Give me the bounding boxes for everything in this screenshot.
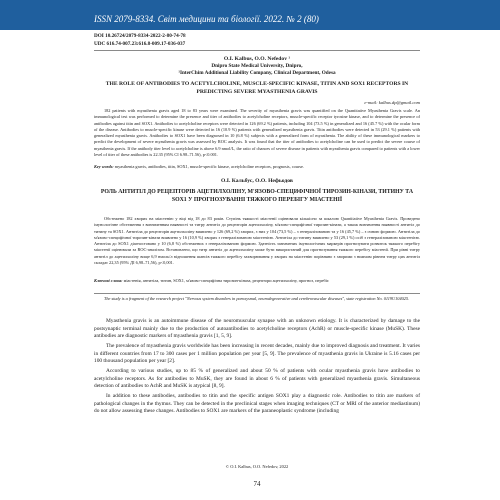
copyright-line: © O.I. Kalbus, O.O. Nefedov, 2022 (225, 464, 289, 469)
research-note: The study is a fragment of the research project "Nervous system disorders in paroxysmal, neurodegenerative and cerebrovascular diseases", state registration No. 0119U104025. (104, 296, 410, 301)
divider (94, 50, 420, 51)
divider-note (94, 293, 420, 294)
udc-line: UDC 616.74-007.23:616.8-009.17-036-037 (94, 40, 186, 47)
abstract-en: 182 patients with myasthenia gravis aged 18 to 83 years were examined. The severity of myasthenia gravis was quantified on the Quantitative Myasthenia Gravis scale. An immunological test was performed to determine the presence and titer of antibodies to acetylcholine receptors, muscle-specific receptor tyrosine kinase, and to determine the presence of antibodies against titin and SOX1. Antibodies to acetylcholine receptors were detected in 126 (69.2 %) patients, including 104 (73.5 %) in generalized and 16 (45.7 %) with the ocular form of the disease. Antibodies to muscle-specific kinase were detected in 16 (10.9 %) patients with generalized myasthenia gravis. Titin antibodies were detected in 53 (29.1 %) patients with generalized myasthenia gravis. Antibodies to SOX1 have been diagnosed in 10 (6.8 %) subjects with a generalized form of myasthenia. The ability of these immunological markers to predict the development of severe myasthenia gravis was assessed by ROC analysis. It was found that the titer of antibodies to acetylcholine can be used to predict the severe course of myasthenia gravis. If the antibody titer level to acetylcholine is above 6.9 nmol/L, the ratio of chances of severe disease in patients with myasthenia gravis compared to patients with a lower level of titer of these antibodies is 22.35 (95% CI 6.98–71.56), p<0.001. (94, 108, 420, 158)
affiliation-2: ¹InterChim Additional Liability Company, Clinical Department, Odesa (178, 70, 336, 76)
page-number: 74 (253, 480, 261, 488)
affiliation-1: Dnipro State Medical University, Dnipro, (211, 63, 303, 69)
keywords-label-ua: Ключові слова: (94, 278, 123, 283)
article-title-en: THE ROLE OF ANTIBODIES TO ACETYLCHOLINE, MUSCLE-SPECIFIC KINASE, TITIN AND SOX1 RECEPTORS IN PREDICTING SEVERE MYASTHENIA GRAVIS (105, 81, 409, 95)
body-paragraph: The prevalence of myasthenia gravis worldwide has been increasing in recent decades, mainly due to improved diagnosis and treatment. It varies in different countries from 17 to 300 cases per 1 million population per year [5, 9]. The prevalence of myasthenia gravis in Ukraine is 5.16 cases per 100 thousand population per year [2]. (94, 343, 420, 364)
article-body (94, 318, 420, 418)
keywords-text-ua: міастенія, антитіла, титин, SOX1, м'язово-специфічна тирозин-кіназа, рецептори ацетилхоліну, прогноз, перебіг. (122, 278, 330, 283)
article-identifiers (94, 33, 186, 48)
body-paragraph: Myasthenia gravis is an autoimmune disease of the neuromuscular synapse with an unknown etiology. It is characterized by damage to the postsynaptic terminal mainly due to the production of autoantibodies to acetylcholine receptors (AchR) or muscle-specific kinase (MuSK). These antibodies are diagnostic markers of myasthenia gravis [1, 5, 9]. (94, 318, 420, 339)
article-title-ua: РОЛЬ АНТИТІЛ ДО РЕЦЕПТОРІВ АЦЕТИЛХОЛІНУ, М'ЯЗОВО-СПЕЦИФІЧНОЇ ТИРОЗИН-КІНАЗИ, ТИТИНУ ТА SOX1 У ПРОГНОЗУВАННІ ТЯЖКОГО ПЕРЕБІГУ МІАСТЕНІЇ (100, 189, 414, 203)
keywords-text: myasthenia gravis, antibodies, titin, SOX1, muscle-specific kinase, acetylcholine receptors, prognosis, course. (113, 164, 305, 169)
authors-ua: О.І. Кальбус, О.О. Нефьодов (221, 178, 293, 184)
abstract-ua: Обстежено 182 хворих на міастенію у віці від 18 до 83 років. Ступінь тяжкості міастенії оцінювали кількісно за шкалою Quantitative Myasthenia Gravis. Проведено імунологічне обстеження з визначенням наявності та титру антитіл до рецепторів ацетилхоліну, м'язово-специфічної тирозин-кінази, а також визначення наявності антитіл до титину та SOX1. Антитіла до рецепторів ацетилхоліну виявлено у 126 (69,2 %) хворих, з них у 104 (73,5 %) – з генералізованою та у 16 (45,7 %) – з очною формою. Антитіла до м'язово-специфічної тирозин-кінази виявлено у 16 (10,9 %) хворих з генералізованою міастенією. Антитіла до титину виявлено у 53 (29,1 %) осіб з генералізованою міастенією. Антитіла до SOX1 діагностовано у 10 (6,8 %) обстежених з генералізованою формою. Здатність зазначених імунологічних маркерів прогнозувати розвиток тяжкого перебігу міастенії оцінювали за ROC-аналізом. Встановлено, що титр антитіл до ацетилхоліну може бути використаний для прогнозування тяжкого перебігу міастенії. При рівні титру антитіл до ацетилхоліну вище 6,9 нмоль/л відношення шансів тяжкого перебігу захворювання у хворих на міастенію порівняно з хворими з нижчим рівнем титру цих антитіл складає 22,35 (95% ДІ 6,98–71,56), p<0,001. (94, 216, 420, 266)
affiliations-en (94, 63, 420, 77)
authors-en: O.I. Kalbus, O.O. Nefedov ¹ (223, 56, 291, 62)
body-paragraph: According to various studies, up to 85 % of generalized and about 50 % of patients with ocular myasthenia gravis have antibodies to acetylcholine receptors. As for antibodies to MuSK, they are found in about 6 % of patients with generalized myasthenia gravis. Simultaneous detection of antibodies to AchR and MuSK is atypical [8, 9]. (94, 368, 420, 389)
author-email[interactable]: e-mail: kalbus.dp@gmail.com (364, 100, 420, 105)
journal-title: ISSN 2079-8334. Світ медицини та біології. 2022. № 2 (80) (94, 14, 319, 24)
keywords-ua (94, 278, 420, 284)
keywords-label: Key words: (94, 164, 114, 169)
keywords-en (94, 164, 420, 170)
doi-line[interactable]: DOI 10.26724/2079-8334-2022-2-80-74-78 (94, 33, 186, 39)
body-paragraph: In addition to these antibodies, antibodies to titin and the specific antigen SOX1 play a diagnostic role. Antibodies to titin are markers of pathological changes in the thymus. They can be detected in the preclinical stages when imaging techniques (CT or MRI of the anterior mediastinum) do not allow assessing these changes. Antibodies to SOX1 are markers of the paraneoplastic syndrome (including (94, 393, 420, 414)
